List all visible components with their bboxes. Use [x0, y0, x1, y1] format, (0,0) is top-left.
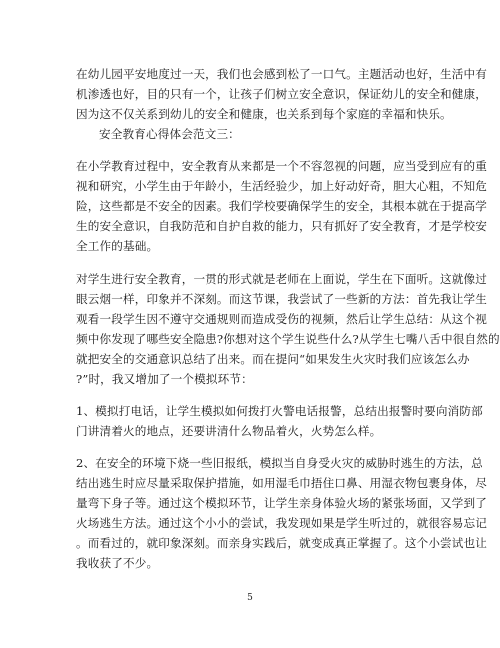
text-line: 眼云烟一样，印象并不深刻。而这节课，我尝试了一些新的方法：首先我让学生: [76, 292, 488, 306]
text-line: 对学生进行安全教育，一贯的形式就是老师在上面说，学生在下面听。这就像过: [76, 272, 488, 286]
text-line: 我收获了不少。: [76, 556, 159, 570]
text-line: 2、在安全的环境下烧一些旧报纸，模拟当自身受火灾的威胁时逃生的方法，总: [76, 456, 483, 470]
text-line: 机渗透也好，目的只有一个，让孩子们树立安全意识，保证幼儿的安全和健康，: [76, 87, 488, 101]
text-line: 频中你发现了哪些安全隐患?你想对这个学生说些什么?从学生七嘴八舌中很自然的: [76, 332, 500, 346]
text-line: 视和研究，小学生由于年龄小，生活经验少，加上好动好奇，胆大心粗，不知危: [76, 179, 488, 193]
text-line: 在幼儿园平安地度过一天，我们也会感到松了一口气。主题活动也好，生活中有: [76, 67, 488, 81]
text-line: 结出逃生时应尽量采取保护措施，如用湿毛巾捂住口鼻、用湿衣物包裹身体，尽: [76, 476, 488, 490]
text-line: 观看一段学生因不遵守交通规则而造成受伤的视频，然后让学生总结：从这个视: [76, 312, 488, 326]
heading-line: 安全教育心得体会范文三：: [99, 127, 240, 141]
text-line: 门讲清着火的地点，还要讲清什么物品着火，火势怎么样。: [76, 424, 382, 438]
text-line: 险，这些都是不安全的因素。我们学校要确保学生的安全，其根本就在于提高学: [76, 199, 488, 213]
text-line: 因为这不仅关系到幼儿的安全和健康，也关系到每个家庭的幸福和快乐。: [76, 107, 452, 121]
text-line: ?”时，我又增加了一个模拟环节：: [76, 372, 253, 386]
text-line: 1、模拟打电话，让学生模拟如何拨打火警电话报警，总结出报警时要向消防部: [76, 404, 483, 418]
text-line: 量弯下身子等。通过这个模拟环节，让学生亲身体验火场的紧张场面，又学到了: [76, 496, 488, 510]
text-line: 生的安全意识，自我防范和自护自救的能力，只有抓好了安全教育，才是学校安: [76, 219, 488, 233]
text-line: 就把安全的交通意识总结了出来。而在提问“如果发生火灾时我们应该怎么办: [76, 352, 470, 366]
page-number: 5: [247, 593, 253, 603]
text-line: 全工作的基础。: [76, 239, 159, 253]
text-line: 在小学教育过程中，安全教育从来都是一个不容忽视的问题，应当受到应有的重: [76, 159, 488, 173]
text-line: 。而看过的，就印象深刻。而亲身实践后，就变成真正掌握了。这个小尝试也让: [76, 536, 488, 550]
text-line: 火场逃生方法。通过这个小小的尝试，我发现如果是学生听过的，就很容易忘记: [76, 516, 488, 530]
